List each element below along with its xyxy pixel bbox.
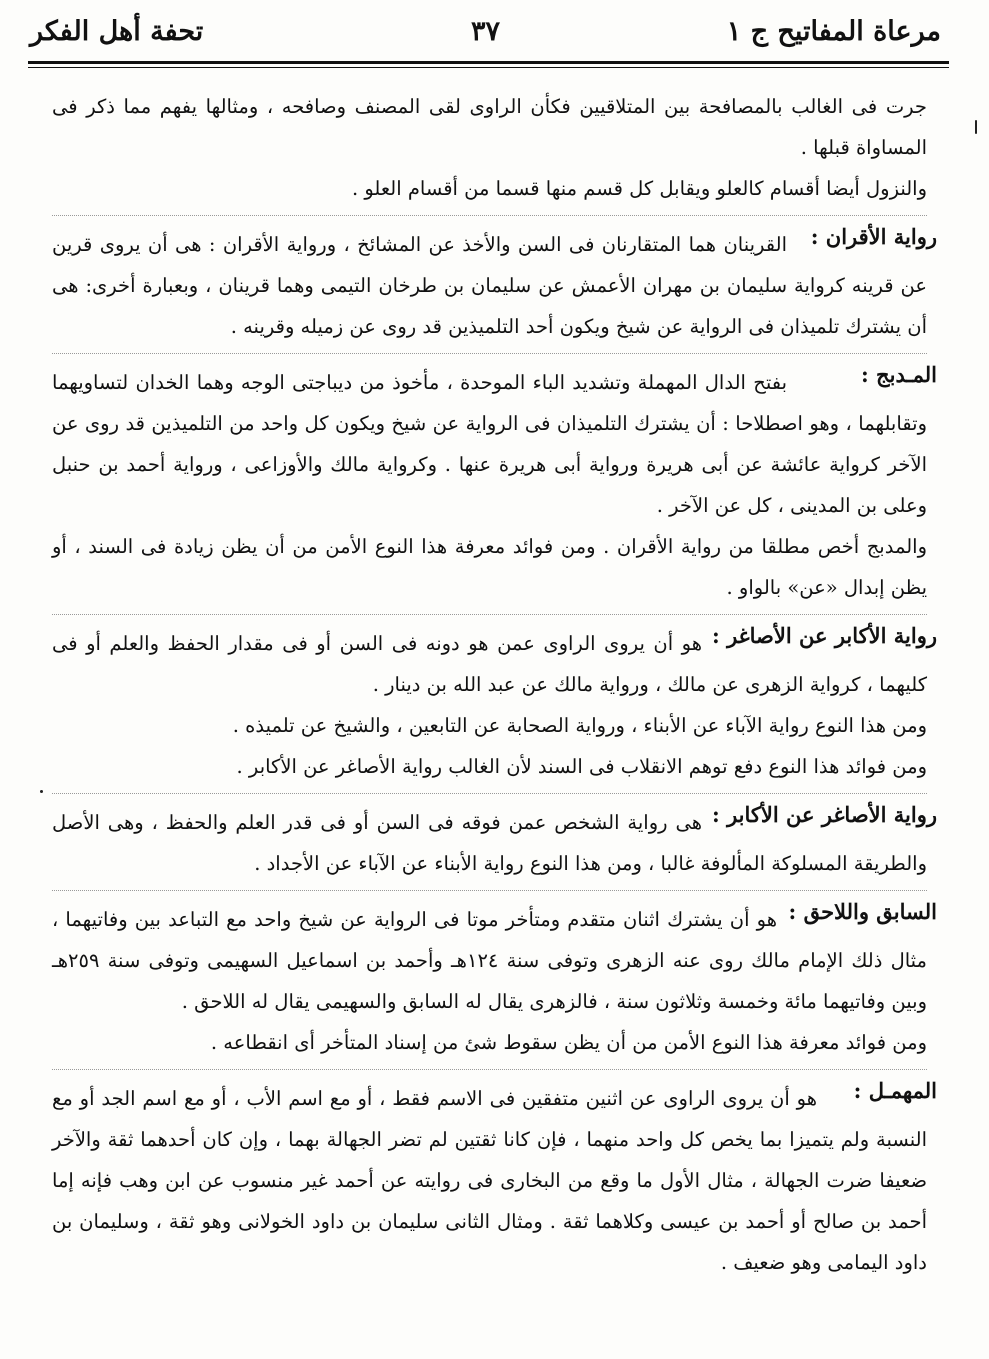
paragraph: والمدبج أخص مطلقا من رواية الأقران . ومن فوائد معرفة هذا النوع الأمن من أن يظن زيادة فى السند ، أو يظن إبدال «عن» بالواو . (52, 535, 927, 599)
paragraph: ومن فوائد معرفة هذا النوع الأمن من أن يظن سقوط شئ من إسناد المتأخر أى انقطاعه . (210, 1031, 927, 1054)
book-title: مرعاة المفاتيح ج ١ (726, 16, 941, 47)
paragraph-text: بفتح الدال المهملة وتشديد الباء الموحدة ، مأخوذ من ديباجتى الوجه وهما الخدان لتساويهما وتقابلهما ، وهو اصطلاحا : أن يشترك التلميذان فى الرواية عن شيخ ويكون كل واحد من التلميذين قد روى عن الآخر كرواية عائشة عن أبى هريرة ورواية أبى هريرة عنها . وكرواية مالك والأوزاعى ، ورواية أحمد بن حنبل وعلى بن المدينى ، كل عن الآخر . (52, 371, 927, 517)
entry-term: المـدبج : (860, 362, 937, 387)
paragraph: والنزول أيضا أقسام كالعلو ويقابل كل قسم منها قسما من أقسام العلو . (351, 177, 927, 200)
entry-asaghir-an-akabir (52, 802, 937, 891)
paragraph (52, 362, 927, 526)
paragraph: ومن هذا النوع رواية الآباء عن الأبناء ، ورواية الصحابة عن التابعين ، والشيخ عن تلميذه . (232, 714, 927, 737)
entry-term: رواية الأقران : (810, 224, 937, 249)
section-title: تحفة أهل الفكر (30, 16, 204, 47)
entry-term: رواية الأكابر عن الأصاغر : (712, 623, 937, 648)
paragraph-text: هو أن يشترك اثنان متقدم ومتأخر موتا فى الرواية عن شيخ واحد مع التباعد بين وفاتيهما ، مثال ذلك الإمام مالك روى عنه الزهرى وتوفى سنة ١٢٤هـ وأحمد بن اسماعيل السهيمى وتوفى سنة ٢٥٩هـ وبين وفاتيهما مائة وخمسة وثلاثون سنة ، فالزهرى يقال له السابق والسهيمى يقال له اللاحق . (52, 908, 928, 1013)
paragraph: ومن فوائد هذا النوع دفع توهم الانقلاب فى السند لأن الغالب رواية الأصاغر عن الأكابر . (236, 755, 927, 778)
page-number: ٣٧ (470, 16, 500, 47)
paragraph-text: هو أن يروى الراوى عن اثنين متفقين فى الاسم فقط ، أو مع اسم الأب ، أو مع اسم الجد أو مع النسبة ولم يتميزا بما يخص كل واحد منهما ، فإن كانا ثقتين لم تضر الجهالة بهما ، وإن كان أحدهما ثقة والآخر ضعيفا ضرت الجهالة ، مثال الأول ما وقع من البخارى فى روايته عن أحمد غير منسوب عن ابن وهب فإنه إما أحمد بن صالح أو أحمد بن عيسى وكلاهما ثقة . ومثال الثانى سليمان بن داود الخولانى وهو ثقة ، وسليمان بن داود اليمامى وهو ضعيف . (52, 1087, 927, 1274)
speck-mark (40, 790, 43, 793)
entry-al-muhmal (52, 1078, 937, 1283)
margin-mark (975, 120, 977, 134)
entry-term: رواية الأصاغر عن الأكابر : (712, 802, 937, 827)
paragraph-text: هو أن يروى الراوى عمن هو دونه فى السن أو فى مقدار الحفظ والعلم أو فى كليهما ، كرواية الزهرى عن مالك ، ورواية مالك عن عبد الله بن دينار . (52, 632, 927, 696)
header-rule-thick (28, 61, 949, 64)
entry-riwayat-al-aqran (52, 224, 937, 354)
paragraph-text: القرينان هما المتقارنان فى السن والأخذ عن المشائخ ، ورواية الأقران : هى أن يروى قرين عن قرينه كرواية سليمان بن مهران الأعمش عن سليمان بن طرخان التيمى وهما قرينان ، وبعبارة أخرى: هى أن يشترك تلميذان فى الرواية عن شيخ ويكون أحد التلميذين قد روى عن زميله وقرينه . (52, 233, 927, 338)
running-head (30, 10, 941, 54)
page-body (52, 86, 937, 1287)
header-rule-thin (28, 67, 949, 68)
entry-akabir-an-asaghir (52, 623, 937, 794)
paragraph-text: هى رواية الشخص عمن فوقه فى السن أو فى قدر العلم والحفظ ، وهى الأصل والطريقة المسلوكة المألوفة غالبا ، ومن هذا النوع رواية الأبناء عن الآباء عن الأجداد . (52, 811, 927, 875)
paragraph (52, 224, 927, 347)
entry-sabiq-wa-lahiq (52, 899, 937, 1070)
entry-al-mudabbaj (52, 362, 937, 615)
paragraph (52, 1078, 927, 1283)
entry-term: السابق واللاحق : (788, 899, 937, 924)
entry-continuation (52, 86, 927, 216)
entry-term: المهمـل : (853, 1078, 937, 1103)
paragraph: جرت فى الغالب بالمصافحة بين المتلاقيين فكأن الراوى لقى المصنف وصافحه ، ومثالها يفهم مما ذكر فى المساواة قبلها . (52, 95, 927, 159)
